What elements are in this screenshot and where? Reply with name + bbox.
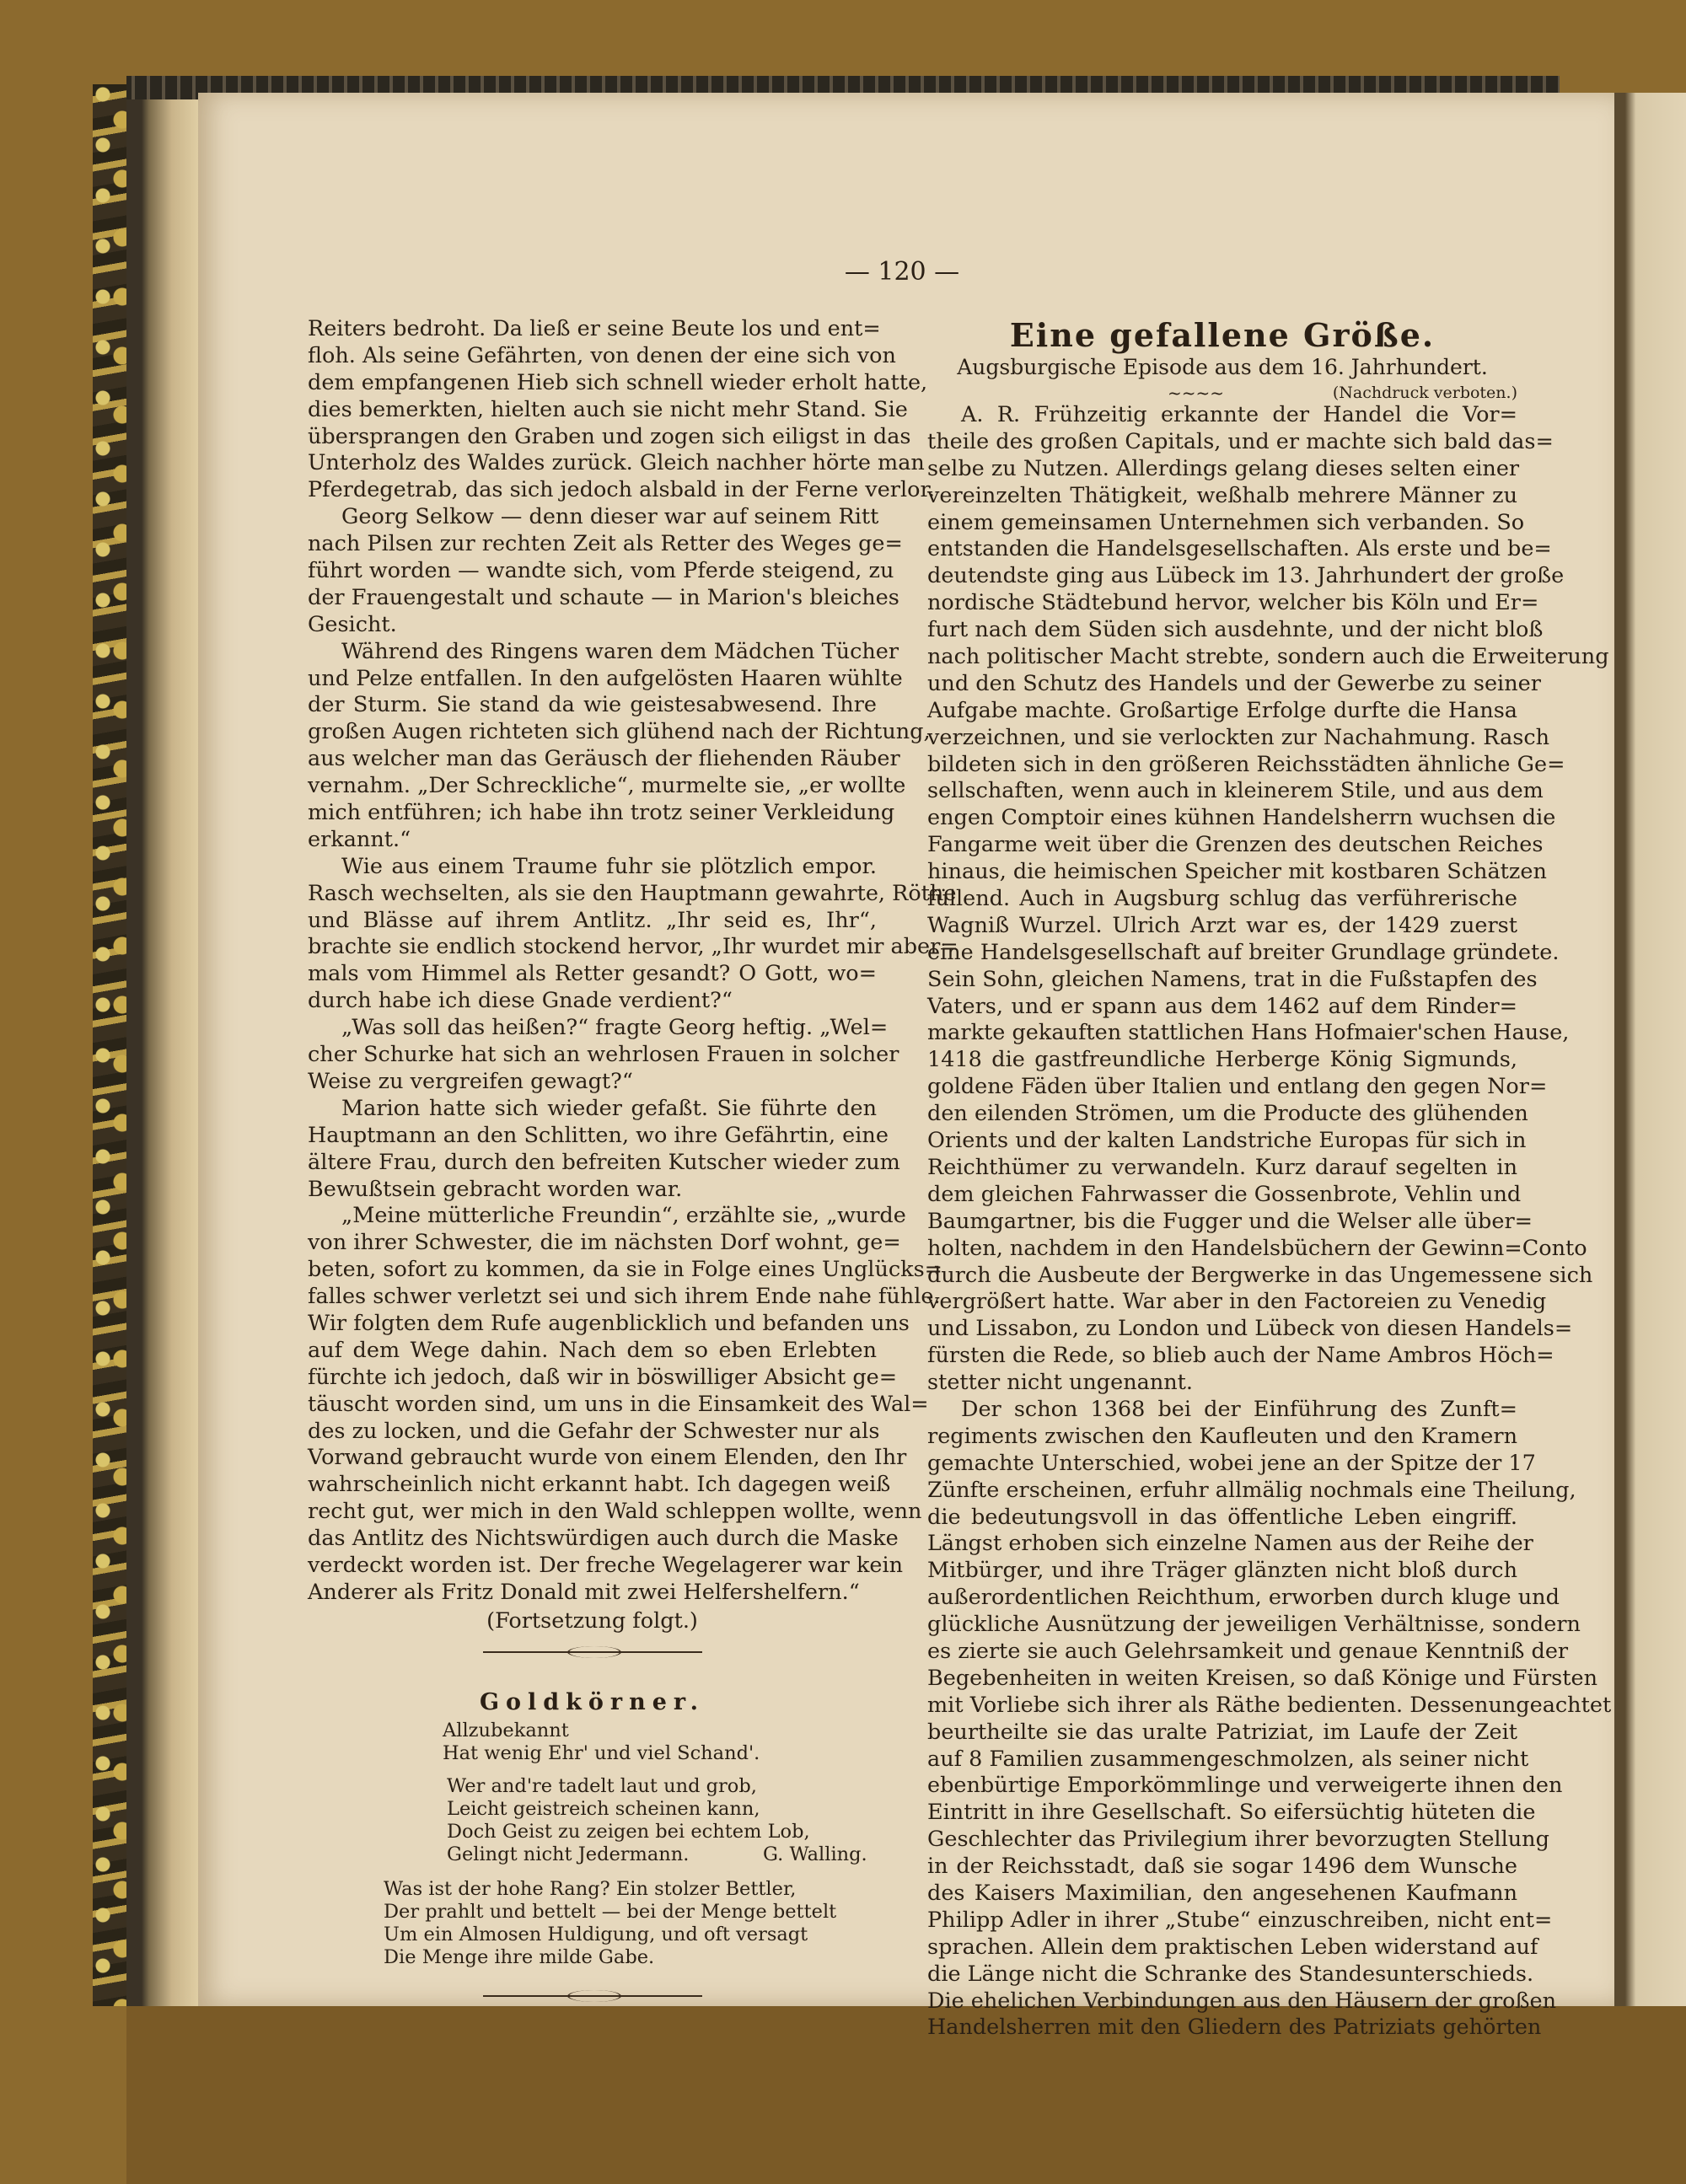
- text-line: deutendste ging aus Lübeck im 13. Jahrhundert der große: [927, 563, 1565, 589]
- text-line: 1418 die gastfreundliche Herberge König Sigmunds,: [927, 1047, 1517, 1073]
- text-line: Gesicht.: [308, 611, 397, 637]
- text-line: Orients und der kalten Landstriche Europas für sich in: [927, 1128, 1527, 1154]
- left-column-text: [308, 316, 958, 1607]
- text-line: verdeckt worden ist. Der freche Wegelagerer war kein: [308, 1552, 904, 1578]
- text-line: außerordentlichen Reichthum, erworben durch kluge und: [927, 1585, 1560, 1611]
- text-line: verzeichnen, und sie verlockten zur Nachahmung. Rasch: [927, 724, 1550, 750]
- text-line: sellschaften, wenn auch in kleinerem Stile, und aus dem: [927, 778, 1544, 804]
- right-column: [927, 316, 1612, 2042]
- poem-stanza-3: [308, 1878, 877, 1969]
- text-line: A. R. Frühzeitig erkannte der Handel die Vor=: [961, 402, 1517, 427]
- poem-line: Allzubekannt: [443, 1719, 569, 1741]
- text-line: nordische Städtebund hervor, welcher bis Köln und Er=: [927, 590, 1539, 616]
- text-line: engen Comptoir eines kühnen Handelsherrn wuchsen die: [927, 805, 1556, 831]
- text-line: Sein Sohn, gleichen Namens, trat in die Fußstapfen des: [927, 966, 1538, 992]
- poem-line: Hat wenig Ehr' und viel Schand'.: [443, 1741, 760, 1764]
- text-line: die bedeutungsvoll in das öffentliche Leben eingriff.: [927, 1504, 1517, 1530]
- text-line: und Lissabon, zu London und Lübeck von diesen Handels=: [927, 1316, 1573, 1342]
- text-line: fürsten die Rede, so blieb auch der Name Ambros Höch=: [927, 1343, 1554, 1369]
- text-line: Fangarme weit über die Grenzen des deutschen Reiches: [927, 832, 1544, 858]
- text-line: Vorwand gebraucht wurde von einem Elenden, den Ihr: [308, 1445, 907, 1471]
- text-line: mals vom Himmel als Retter gesandt? O Gott, wo=: [308, 961, 877, 987]
- text-line: Rasch wechselten, als sie den Hauptmann gewahrte, Röthe: [308, 880, 957, 906]
- text-line: cher Schurke hat sich an wehrlosen Frauen in solcher: [308, 1042, 899, 1068]
- text-line: den eilenden Strömen, um die Producte des glühenden: [927, 1101, 1528, 1127]
- text-line: Der schon 1368 bei der Einführung des Zunft=: [961, 1396, 1517, 1422]
- text-line: regiments zwischen den Kaufleuten und den Kramern: [927, 1423, 1517, 1449]
- poem-line: Was ist der hohe Rang? Ein stolzer Bettler,: [384, 1877, 797, 1900]
- text-line: dies bemerkten, hielten auch sie nicht mehr Stand. Sie: [308, 396, 908, 422]
- text-line: falles schwer verletzt sei und sich ihrem Ende nahe fühle.: [308, 1284, 941, 1310]
- ornament-divider: [308, 1635, 877, 1669]
- text-line: theile des großen Capitals, und er machte sich bald das=: [927, 428, 1554, 454]
- page-number: — 120 —: [844, 257, 960, 287]
- text-line: Marion hatte sich wieder gefaßt. Sie führte den: [341, 1095, 877, 1121]
- poem-signature: G. Walling.: [763, 1843, 867, 1865]
- text-line: vergrößert hatte. War aber in den Factoreien zu Venedig: [927, 1289, 1547, 1315]
- text-line: eine Handelsgesellschaft auf breiter Grundlage gründete.: [927, 939, 1560, 965]
- text-line: Aufgabe machte. Großartige Erfolge durfte die Hansa: [927, 697, 1517, 723]
- text-line: Hauptmann an den Schlitten, wo ihre Gefährtin, eine: [308, 1122, 889, 1148]
- ornament-divider-end: [308, 1979, 877, 2013]
- text-line: recht gut, wer mich in den Wald schleppen wollte, wenn: [308, 1499, 922, 1525]
- article-subtitle: Augsburgische Episode aus dem 16. Jahrhundert.: [957, 355, 1488, 379]
- text-line: Geschlechter das Privilegium ihrer bevorzugten Stellung: [927, 1827, 1549, 1853]
- text-line: Vaters, und er spann aus dem 1462 auf dem Rinder=: [927, 993, 1517, 1019]
- text-line: der Sturm. Sie stand da wie geistesabwesend. Ihre: [308, 692, 877, 718]
- text-line: durch die Ausbeute der Bergwerke in das Ungemessene sich: [927, 1262, 1593, 1288]
- poem-heading: Goldkörner.: [479, 1688, 706, 1715]
- text-line: ältere Frau, durch den befreiten Kutscher wieder zum: [308, 1149, 900, 1175]
- text-line: Mitbürger, und ihre Träger glänzten nicht bloß durch: [927, 1558, 1517, 1584]
- book-spine: [126, 76, 202, 2015]
- text-line: erkannt.“: [308, 826, 411, 852]
- text-line: beurtheilte sie das uralte Patriziat, im Laufe der Zeit: [927, 1719, 1517, 1745]
- text-line: Pferdegetrab, das sich jedoch alsbald in der Ferne verlor.: [308, 477, 935, 503]
- text-line: führt worden — wandte sich, vom Pferde steigend, zu: [308, 558, 894, 584]
- continued-note: (Fortsetzung folgt.): [486, 1607, 698, 1634]
- reprint-notice: (Nachdruck verboten.): [1332, 384, 1517, 402]
- text-line: fürchte ich jedoch, daß wir in böswilliger Absicht ge=: [308, 1364, 898, 1390]
- text-line: es zierte sie auch Gelehrsamkeit und genaue Kenntniß der: [927, 1638, 1569, 1664]
- text-line: Georg Selkow — denn dieser war auf seinem Ritt: [341, 504, 879, 530]
- text-line: die Länge nicht die Schranke des Standesunterschieds.: [927, 1961, 1534, 1987]
- text-line: goldene Fäden über Italien und entlang den gegen Nor=: [927, 1074, 1548, 1100]
- text-line: Weise zu vergreifen gewagt?“: [308, 1068, 633, 1094]
- text-line: entstanden die Handelsgesellschaften. Als erste und be=: [927, 536, 1552, 562]
- text-line: wahrscheinlich nicht erkannt habt. Ich dagegen weiß: [308, 1472, 891, 1498]
- text-line: Während des Ringens waren dem Mädchen Tücher: [341, 638, 899, 664]
- text-line: mich entführen; ich habe ihn trotz seiner Verkleidung: [308, 800, 895, 826]
- text-line: Längst erhoben sich einzelne Namen aus der Reihe der: [927, 1531, 1533, 1557]
- text-line: vereinzelten Thätigkeit, weßhalb mehrere Männer zu: [927, 482, 1517, 508]
- text-line: vernahm. „Der Schreckliche“, murmelte sie, „er wollte: [308, 773, 906, 799]
- text-line: durch habe ich diese Gnade verdient?“: [308, 988, 733, 1014]
- text-line: nach politischer Macht strebte, sondern auch die Erweiterung: [927, 644, 1609, 670]
- poem: [308, 1720, 877, 1969]
- text-line: Wir folgten dem Rufe augenblicklich und befanden uns: [308, 1310, 910, 1336]
- poem-line: Leicht geistreich scheinen kann,: [447, 1797, 760, 1820]
- text-line: nach Pilsen zur rechten Zeit als Retter des Weges ge=: [308, 531, 903, 557]
- text-line: täuscht worden sind, um uns in die Einsamkeit des Wal=: [308, 1391, 929, 1417]
- text-line: Philipp Adler in ihrer „Stube“ einzuschreiben, nicht ent=: [927, 1907, 1553, 1933]
- text-line: einem gemeinsamen Unternehmen sich verbanden. So: [927, 509, 1525, 535]
- text-line: sprachen. Allein dem praktischen Leben widerstand auf: [927, 1934, 1538, 1960]
- poem-line: Um ein Almosen Huldigung, und oft versagt: [384, 1923, 808, 1945]
- notice-row: [927, 380, 1517, 402]
- text-line: des Kaisers Maximilian, den angesehenen Kaufmann: [927, 1880, 1517, 1906]
- text-line: Eintritt in ihre Gesellschaft. So eifersüchtig hüteten die: [927, 1800, 1536, 1826]
- text-line: hinaus, die heimischen Speicher mit kostbaren Schätzen: [927, 859, 1547, 885]
- flourish-ornament: ~~~~: [1168, 383, 1225, 403]
- poem-line: Gelingt nicht Jedermann. G. Walling.: [447, 1843, 867, 1865]
- facing-page-edge: [1614, 93, 1686, 2006]
- poem-line: Wer and're tadelt laut und grob,: [447, 1774, 757, 1797]
- text-line: dem empfangenen Hieb sich schnell wieder erholt hatte,: [308, 369, 928, 395]
- text-line: Bewußtsein gebracht worden war.: [308, 1176, 683, 1202]
- text-line: stetter nicht ungenannt.: [927, 1370, 1194, 1396]
- text-line: Baumgartner, bis die Fugger und die Welser alle über=: [927, 1208, 1533, 1234]
- text-line: auf dem Wege dahin. Nach dem so eben Erlebten: [308, 1337, 877, 1363]
- text-line: Anderer als Fritz Donald mit zwei Helfershelfern.“: [308, 1579, 860, 1605]
- text-line: Wie aus einem Traume fuhr sie plötzlich empor.: [341, 853, 877, 879]
- text-line: Handelsherren mit den Gliedern des Patriziats gehörten: [927, 2015, 1542, 2041]
- text-line: gemachte Unterschied, wobei jene an der Spitze der 17: [927, 1450, 1536, 1476]
- text-line: selbe zu Nutzen. Allerdings gelang dieses selten einer: [927, 455, 1520, 481]
- poem-line: Der prahlt und bettelt — bei der Menge bettelt: [384, 1900, 837, 1923]
- text-line: dem gleichen Fahrwasser die Gossenbrote, Vehlin und: [927, 1181, 1522, 1207]
- text-line: von ihrer Schwester, die im nächsten Dorf wohnt, ge=: [308, 1230, 901, 1256]
- poem-line: Doch Geist zu zeigen bei echtem Lob,: [447, 1820, 810, 1843]
- text-line: Reichthümer zu verwandeln. Kurz darauf segelten in: [927, 1154, 1517, 1180]
- right-column-text: [927, 402, 1612, 2042]
- text-line: floh. Als seine Gefährten, von denen der eine sich von: [308, 342, 896, 368]
- text-line: füllend. Auch in Augsburg schlug das verführerische: [927, 886, 1517, 912]
- text-line: Wagniß Wurzel. Ulrich Arzt war es, der 1429 zuerst: [927, 912, 1517, 938]
- poem-line: Die Menge ihre milde Gabe.: [384, 1945, 655, 1968]
- text-line: Zünfte erscheinen, erfuhr allmälig nochmals eine Theilung,: [927, 1477, 1576, 1503]
- text-line: glückliche Ausnützung der jeweiligen Verhältnisse, sondern: [927, 1612, 1581, 1638]
- text-line: auf 8 Familien zusammengeschmolzen, als seiner nicht: [927, 1746, 1529, 1772]
- text-line: holten, nachdem in den Handelsbüchern der Gewinn=Conto: [927, 1235, 1587, 1261]
- text-line: ebenbürtige Emporkömmlinge und verweigerte ihnen den: [927, 1773, 1563, 1799]
- text-line: in der Reichsstadt, daß sie sogar 1496 dem Wunsche: [927, 1854, 1517, 1880]
- text-line: und den Schutz des Handels und der Gewerbe zu seiner: [927, 670, 1541, 696]
- text-line: und Blässe auf ihrem Antlitz. „Ihr seid es, Ihr“,: [308, 907, 877, 933]
- article-title: Eine gefallene Größe.: [1009, 316, 1436, 354]
- text-line: großen Augen richteten sich glühend nach der Richtung,: [308, 719, 931, 745]
- text-line: der Frauengestalt und schaute — in Marion's bleiches: [308, 584, 899, 610]
- poem-stanza-1: [308, 1720, 877, 1765]
- text-line: „Was soll das heißen?“ fragte Georg heftig. „Wel=: [341, 1015, 889, 1041]
- text-line: markte gekauften stattlichen Hans Hofmaier'schen Hause,: [927, 1020, 1570, 1046]
- text-line: Reiters bedroht. Da ließ er seine Beute los und ent=: [308, 316, 881, 341]
- poem-stanza-2: [308, 1775, 877, 1866]
- text-line: Begebenheiten in weiten Kreisen, so daß Könige und Fürsten: [927, 1665, 1597, 1691]
- text-line: furt nach dem Süden sich ausdehnte, und der nicht bloß: [927, 617, 1544, 643]
- text-line: das Antlitz des Nichtswürdigen auch durch die Maske: [308, 1526, 899, 1552]
- text-line: „Meine mütterliche Freundin“, erzählte sie, „wurde: [341, 1203, 906, 1229]
- text-line: übersprangen den Graben und zogen sich eiligst in das: [308, 423, 911, 449]
- text-line: bildeten sich in den größeren Reichsstädten ähnliche Ge=: [927, 751, 1565, 777]
- text-line: des zu locken, und die Gefahr der Schwester nur als: [308, 1418, 880, 1444]
- text-line: beten, sofort zu kommen, da sie in Folge eines Unglücks=: [308, 1257, 943, 1283]
- text-line: Die ehelichen Verbindungen aus den Häusern der großen: [927, 1988, 1557, 2014]
- left-column: [308, 316, 958, 2013]
- text-line: und Pelze entfallen. In den aufgelösten Haaren wühlte: [308, 665, 903, 691]
- text-line: aus welcher man das Geräusch der fliehenden Räuber: [308, 746, 900, 772]
- text-line: Unterholz des Waldes zurück. Gleich nachher hörte man: [308, 450, 925, 476]
- text-line: brachte sie endlich stockend hervor, „Ihr wurdet mir aber=: [308, 934, 958, 960]
- text-line: mit Vorliebe sich ihrer als Räthe bedienten. Dessenungeachtet: [927, 1692, 1612, 1718]
